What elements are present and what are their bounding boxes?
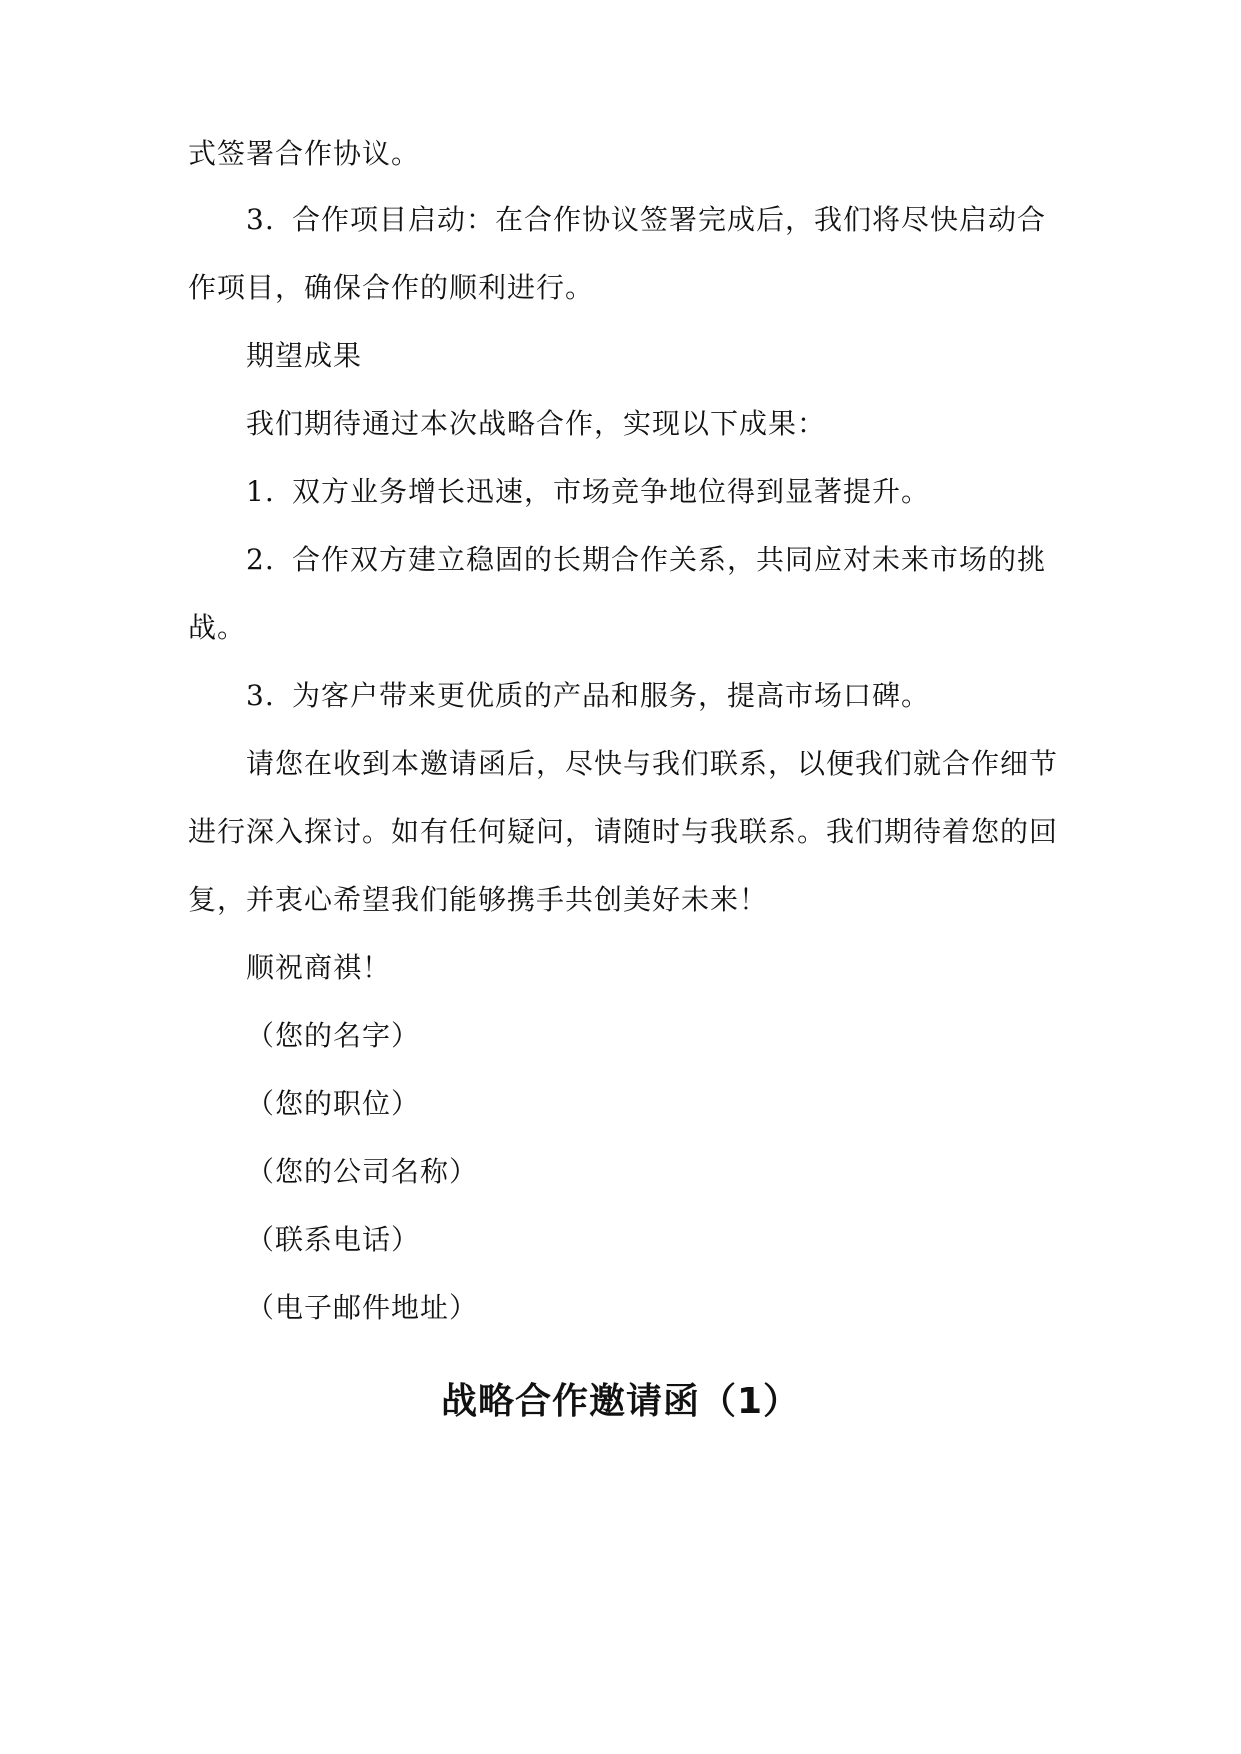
list-number: 3. <box>246 679 275 712</box>
signature-email: （电子邮件地址） <box>246 1291 479 1324</box>
list-number: 1. <box>246 475 275 508</box>
paragraph-line: 进行深入探讨。如有任何疑问，请随时与我联系。我们期待着您的回 <box>188 815 1059 848</box>
list-item-text: 为客户带来更优质的产品和服务，提高市场口碑。 <box>292 679 931 712</box>
paragraph-line: 战。 <box>188 611 247 644</box>
paragraph-line: 复，并衷心希望我们能够携手共创美好未来！ <box>188 883 769 916</box>
signature-title: （您的职位） <box>246 1087 421 1120</box>
list-item-1 <box>246 472 1116 512</box>
list-item-text: 合作双方建立稳固的长期合作关系，共同应对未来市场的挑 <box>292 543 1047 576</box>
paragraph-line: 作项目，确保合作的顺利进行。 <box>188 271 595 304</box>
paragraph-line: 式签署合作协议。 <box>188 137 421 170</box>
list-number: 2. <box>246 543 275 576</box>
list-number: 3. <box>246 203 275 236</box>
list-item-text: 双方业务增长迅速，市场竞争地位得到显著提升。 <box>292 475 931 508</box>
list-item-3 <box>246 676 1116 716</box>
list-item-text: 合作项目启动：在合作协议签署完成后，我们将尽快启动合 <box>292 203 1047 236</box>
list-item-3-step <box>246 200 1116 240</box>
section-heading: 期望成果 <box>246 339 363 372</box>
paragraph-line: 请您在收到本邀请函后，尽快与我们联系，以便我们就合作细节 <box>246 747 1059 780</box>
signature-name: （您的名字） <box>246 1019 421 1052</box>
closing-salutation: 顺祝商祺！ <box>246 951 392 984</box>
paragraph-line: 我们期待通过本次战略合作，实现以下成果： <box>246 407 827 440</box>
signature-company: （您的公司名称） <box>246 1155 479 1188</box>
document-title: 战略合作邀请函（1） <box>440 1381 801 1422</box>
signature-phone: （联系电话） <box>246 1223 421 1256</box>
list-item-2 <box>246 540 1116 580</box>
